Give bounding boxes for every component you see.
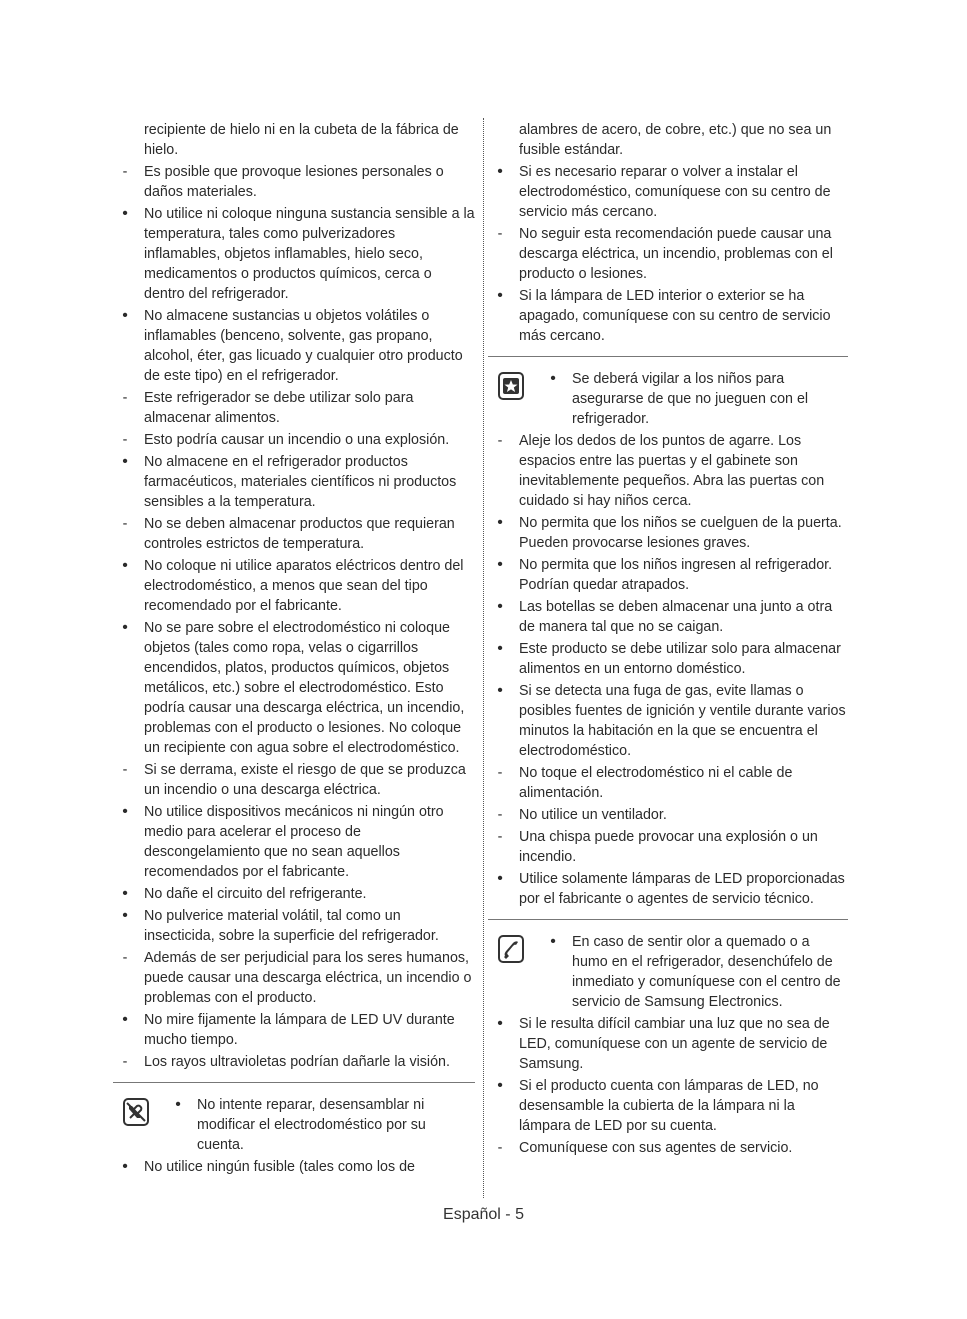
dash-marker: - [497, 433, 503, 449]
dash-marker: - [497, 829, 503, 845]
bullet-item [113, 1157, 475, 1177]
dash-marker: - [122, 1054, 128, 1070]
item-text: Aleje los dedos de los puntos de agarre. Los espacios entre las puertas y el gabinete son inevitablemente pequeños. Abra las puertas con cuidado si hay niños cerca. [519, 433, 825, 509]
dash-marker: - [122, 762, 128, 778]
right-items-middle [488, 431, 848, 909]
item-text: No coloque ni utilice aparatos eléctricos dentro del electrodoméstico, a menos que sean del tipo recomendado por el fabricante. [144, 558, 464, 614]
bullet-marker: • [175, 1096, 181, 1113]
bullet-marker: • [122, 557, 128, 574]
bullet-item [113, 556, 475, 616]
bullet-marker: • [497, 682, 503, 699]
bullet-item [488, 681, 848, 761]
dash-marker: - [122, 516, 128, 532]
bullet-marker: • [122, 885, 128, 902]
dash-marker: - [122, 164, 128, 180]
notice-text-content: Se deberá vigilar a los niños para asegurarse de que no jueguen con el refrigerador. [572, 371, 809, 427]
item-text: No pulverice material volátil, tal como un insecticida, sobre la superficie del refrigerador. [144, 908, 439, 944]
item-text: No almacene sustancias u objetos volátiles o inflamables (benceno, solvente, gas propano, alcohol, éter, gas licuado y cualquier otro producto de este tipo) en el refrigerador. [144, 308, 463, 384]
dash-item [488, 224, 848, 284]
item-text: Si la lámpara de LED interior o exterior se ha apagado, comuníquese con su centro de servicio más cercano. [519, 288, 831, 344]
bullet-item [488, 869, 848, 909]
bullet-item [113, 1010, 475, 1050]
dash-item [113, 430, 475, 450]
item-text: Una chispa puede provocar una explosión o un incendio. [519, 829, 818, 865]
bullet-marker: • [122, 307, 128, 324]
item-text: Si le resulta difícil cambiar una luz que no sea de LED, comuníquese con un agente de servicio de Samsung. [519, 1016, 830, 1072]
bullet-marker: • [550, 933, 556, 950]
dash-marker: - [122, 390, 128, 406]
item-text: No se pare sobre el electrodoméstico ni coloque objetos (tales como ropa, velas o cigarrillos encendidos, platos, productos químicos, objetos metálicos, etc.) sobre el electrodoméstico. Esto podría causar una descarga eléctrica, un incendio, problemas con el producto o lesiones. No coloque un recipiente con agua sobre el electrodoméstico. [144, 620, 465, 756]
item-text: No utilice un ventilador. [519, 807, 667, 823]
item-text: No utilice dispositivos mecánicos ni ningún otro medio para acelerar el proceso de descongelamiento que no sean aquellos recomendados por el fabricante. [144, 804, 444, 880]
bullet-marker: • [497, 1015, 503, 1032]
phone-contact-icon [498, 935, 524, 963]
section-rule [113, 1082, 475, 1083]
item-text: Este producto se debe utilizar solo para almacenar alimentos en un entorno doméstico. [519, 641, 841, 677]
bullet-item [113, 884, 475, 904]
bullet-marker: • [497, 556, 503, 573]
bullet-marker: • [550, 370, 556, 387]
item-text: No mire fijamente la lámpara de LED UV durante mucho tiempo. [144, 1012, 455, 1048]
section-rule [488, 356, 848, 357]
bullet-item [113, 802, 475, 882]
notice-text-content: No intente reparar, desensamblar ni modificar el electrodoméstico por su cuenta. [197, 1097, 426, 1153]
item-text: Comuníquese con sus agentes de servicio. [519, 1140, 793, 1156]
item-text: No se deben almacenar productos que requieran controles estrictos de temperatura. [144, 516, 455, 552]
bullet-item [113, 306, 475, 386]
bullet-item [113, 452, 475, 512]
item-text: Si se derrama, existe el riesgo de que se produzca un incendio o una descarga eléctrica. [144, 762, 466, 798]
bullet-marker: • [497, 287, 503, 304]
item-text: Los rayos ultravioletas podrían dañarle la visión. [144, 1054, 450, 1070]
dash-item [488, 805, 848, 825]
item-text: No almacene en el refrigerador productos farmacéuticos, materiales científicos ni productos sensibles a la temperatura. [144, 454, 457, 510]
item-text: Si el producto cuenta con lámparas de LED, no desensamble la cubierta de la lámpara ni la lámpara de LED por su cuenta. [519, 1078, 819, 1134]
bullet-item [113, 906, 475, 946]
item-text: No seguir esta recomendación puede causar una descarga eléctrica, un incendio, problemas con el producto o lesiones. [519, 226, 833, 282]
bullet-marker: • [497, 1077, 503, 1094]
continuation-text [488, 120, 848, 160]
notice-child-supervision [488, 369, 848, 429]
dash-marker: - [497, 807, 503, 823]
item-text: Si se detecta una fuga de gas, evite llamas o posibles fuentes de ignición y ventile durante varios minutos la habitación en la que se encuentra el electrodoméstico. [519, 683, 846, 759]
dash-item [488, 763, 848, 803]
item-text: Utilice solamente lámparas de LED proporcionadas por el fabricante o agentes de servicio técnico. [519, 871, 845, 907]
bullet-marker: • [122, 803, 128, 820]
right-column [488, 120, 848, 1160]
bullet-marker: • [122, 453, 128, 470]
notice-text [169, 1095, 475, 1155]
item-text: alambres de acero, de cobre, etc.) que no sea un fusible estándar. [519, 122, 832, 158]
notice-burning-smell [488, 932, 848, 1012]
dash-item [488, 1138, 848, 1158]
notice-no-disassemble [113, 1095, 475, 1155]
dash-item [113, 388, 475, 428]
bullet-marker: • [122, 205, 128, 222]
bullet-marker: • [497, 598, 503, 615]
dash-marker: - [497, 765, 503, 781]
bullet-marker: • [122, 907, 128, 924]
dash-item [113, 760, 475, 800]
bullet-item [488, 597, 848, 637]
dash-marker: - [122, 432, 128, 448]
bullet-item [488, 555, 848, 595]
item-text: Si es necesario reparar o volver a instalar el electrodoméstico, comuníquese con su centro de servicio más cercano. [519, 164, 831, 220]
notice-text-content: En caso de sentir olor a quemado o a humo en el refrigerador, desenchúfelo de inmediato y comuníquese con el centro de servicio de Samsung Electronics. [572, 934, 841, 1010]
bullet-marker: • [497, 514, 503, 531]
dash-item [113, 948, 475, 1008]
bullet-item [488, 1076, 848, 1136]
left-items [113, 120, 475, 1072]
bullet-marker: • [122, 1158, 128, 1175]
bullet-item [488, 1014, 848, 1074]
right-items-before [488, 120, 848, 346]
item-text: No permita que los niños se cuelguen de la puerta. Pueden provocarse lesiones graves. [519, 515, 842, 551]
item-text: No permita que los niños ingresen al refrigerador. Podrían quedar atrapados. [519, 557, 833, 593]
bullet-item [488, 286, 848, 346]
dash-item [488, 827, 848, 867]
item-text: No utilice ningún fusible (tales como los de [144, 1159, 415, 1175]
item-text: No dañe el circuito del refrigerante. [144, 886, 367, 902]
column-divider [483, 118, 484, 1198]
bullet-marker: • [497, 870, 503, 887]
bullet-marker: • [497, 640, 503, 657]
item-text: Este refrigerador se debe utilizar solo para almacenar alimentos. [144, 390, 414, 426]
item-text: No toque el electrodoméstico ni el cable de alimentación. [519, 765, 793, 801]
continuation-text [113, 120, 475, 160]
notice-text [544, 932, 848, 1012]
dash-item [113, 514, 475, 554]
section-rule [488, 919, 848, 920]
dash-item [488, 431, 848, 511]
dash-marker: - [497, 1140, 503, 1156]
bullet-item [488, 639, 848, 679]
dash-item [113, 1052, 475, 1072]
bullet-item [488, 513, 848, 553]
star-caution-icon [498, 372, 524, 400]
notice-text [544, 369, 848, 429]
bullet-item [488, 162, 848, 222]
dash-item [113, 162, 475, 202]
item-text: Esto podría causar un incendio o una explosión. [144, 432, 450, 448]
left-column [113, 120, 475, 1179]
left-items-after [113, 1157, 475, 1177]
item-text: Además de ser perjudicial para los seres humanos, puede causar una descarga eléctrica, un incendio o problemas con el producto. [144, 950, 472, 1006]
item-text: recipiente de hielo ni en la cubeta de la fábrica de hielo. [144, 122, 459, 158]
item-text: Es posible que provoque lesiones personales o daños materiales. [144, 164, 444, 200]
page-number: Español - 5 [443, 1206, 524, 1223]
dash-marker: - [497, 226, 503, 242]
bullet-item [113, 618, 475, 758]
item-text: Las botellas se deben almacenar una junto a otra de manera tal que no se caigan. [519, 599, 833, 635]
bullet-marker: • [122, 1011, 128, 1028]
bullet-marker: • [497, 163, 503, 180]
right-items-after [488, 1014, 848, 1158]
bullet-marker: • [122, 619, 128, 636]
dash-marker: - [122, 950, 128, 966]
item-text: No utilice ni coloque ninguna sustancia sensible a la temperatura, tales como pulverizadores inflamables, objetos inflamables, hielo seco, medicamentos o productos químicos, cerca o dentro del refrigerador. [144, 206, 475, 302]
no-disassemble-icon [123, 1098, 149, 1126]
bullet-item [113, 204, 475, 304]
